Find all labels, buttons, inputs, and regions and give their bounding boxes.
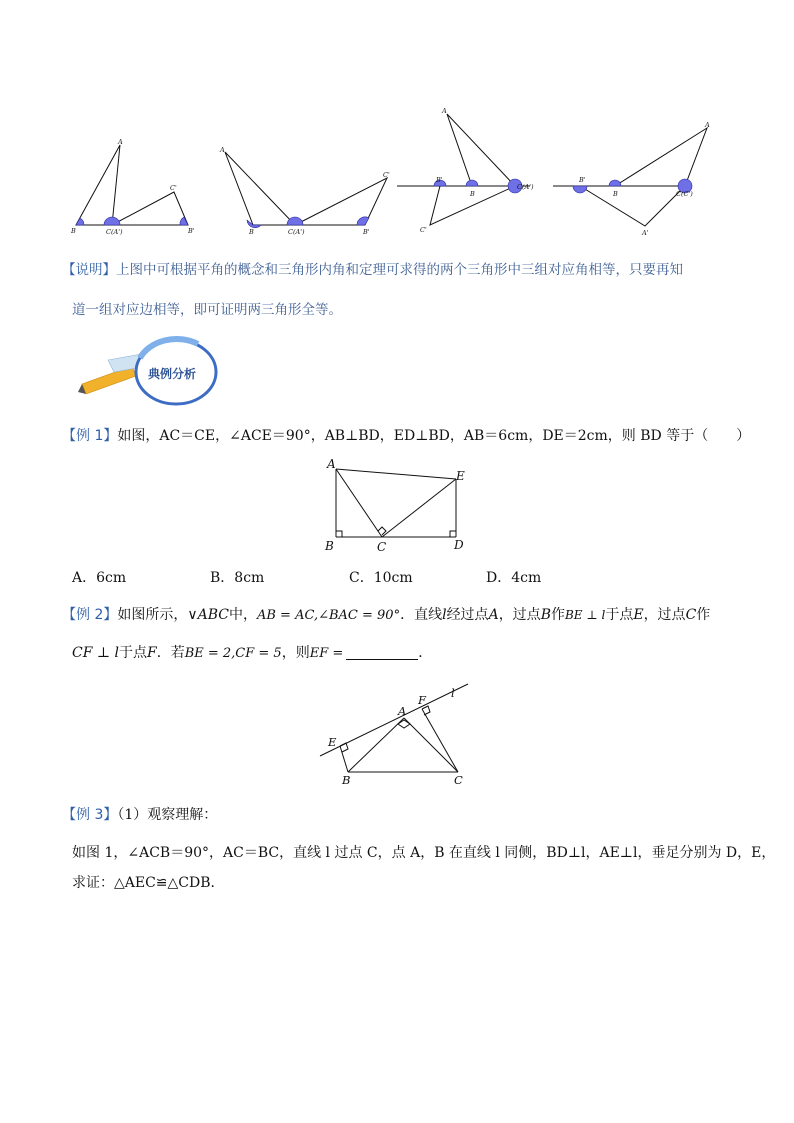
- fig3-label-cprime: C': [420, 226, 427, 234]
- ex2-math: EF =: [309, 646, 344, 661]
- ex2-label-c: C: [454, 773, 463, 787]
- ex2-text: 经过点: [446, 607, 489, 623]
- note-text-1: 上图中可根据平角的概念和三角形内角和定理可求得的两个三角形中三组对应角相等，只要再知: [116, 262, 683, 278]
- fig2-label-c: C(A'): [288, 228, 305, 236]
- fig2-triangle-abc: [225, 152, 295, 225]
- ex2-math: BE ⊥ l: [564, 608, 606, 622]
- fig1-angle-b: [76, 218, 84, 225]
- fig4-label-a: A: [705, 121, 710, 129]
- ex3-title: （1）观察理解：: [117, 807, 218, 823]
- fig4-triangle-aprime: [580, 186, 685, 226]
- ex1-label-e: E: [456, 469, 465, 483]
- fig2-label-a: A: [220, 146, 225, 154]
- ex2-text: ，则: [281, 645, 310, 661]
- ex2-text: 于点: [605, 607, 634, 623]
- ex1-label: 【例 1】: [62, 428, 118, 444]
- ex1-option-c[interactable]: C．10cm: [349, 570, 413, 586]
- example-badge: [78, 336, 220, 408]
- fig1-triangle-cprime: [112, 192, 188, 225]
- ex2-math: ∨ABC: [187, 607, 229, 623]
- ex1-figure: [318, 455, 478, 555]
- ex2-label-a: A: [398, 704, 407, 718]
- ex1-option-d[interactable]: D．4cm: [486, 570, 542, 586]
- fig4-angle-b: [609, 180, 621, 186]
- ex1-label-b: B: [325, 539, 334, 553]
- ex2-math: F: [146, 645, 157, 661]
- ex1-text: 如图，AC＝CE，∠ACE＝90°，AB⊥BD，ED⊥BD，AB＝6cm，DE＝2cm，则 BD 等于（ ）: [117, 428, 751, 444]
- fig1-label-cprime: C': [170, 184, 177, 192]
- ex2-text: 作: [550, 607, 565, 623]
- ex2-math: AB = AC,∠BAC = 90°: [256, 608, 401, 623]
- fig2-label-b: B: [249, 228, 254, 236]
- ex2-text: 中，: [228, 607, 257, 623]
- ex2-text: ，过点: [643, 607, 686, 623]
- ex2-label-b: B: [342, 773, 351, 787]
- ex1-option-a[interactable]: A．6cm: [72, 570, 127, 586]
- badge-text: 典例分析: [148, 367, 197, 381]
- ex2-math: C: [685, 607, 697, 623]
- ex2-label-e: E: [328, 735, 337, 749]
- fig3-label-a: A: [442, 107, 447, 115]
- ex2-line-1: [62, 605, 710, 626]
- ex2-label-l: l: [451, 686, 455, 700]
- ex2-math: B: [540, 607, 551, 623]
- ex2-label: 【例 2】: [62, 607, 118, 623]
- ex1-label-d: D: [454, 538, 464, 552]
- fig4-label-bprime: B': [579, 176, 586, 184]
- fig1-angle-c: [104, 217, 120, 225]
- fig4-label-b: B: [613, 190, 618, 198]
- ex2-text: ．若: [156, 645, 185, 661]
- ex1-question: [62, 426, 750, 446]
- ex2-math: E: [633, 607, 644, 623]
- ex1-label-a: A: [327, 457, 336, 471]
- fig3-triangle-abc: [447, 114, 515, 186]
- note-label: 【说明】: [62, 262, 116, 278]
- ex1-label-c: C: [377, 540, 387, 554]
- ex2-math: CF ⊥ l: [72, 645, 119, 661]
- fig1-label-a: A: [118, 138, 123, 146]
- fig3-label-b: B: [470, 190, 475, 198]
- ex2-math: BE = 2,CF = 5: [184, 646, 282, 661]
- ex2-answer-blank[interactable]: [346, 645, 418, 660]
- ex2-line-2: [72, 643, 432, 664]
- fig1-label-c: C(A'): [106, 228, 123, 236]
- ex2-math: l: [442, 607, 447, 623]
- fig2-angle-c: [287, 217, 303, 225]
- ex2-text: ．直线: [400, 607, 443, 623]
- ex2-text: ，过点: [498, 607, 541, 623]
- fig1-label-b: B: [71, 227, 76, 235]
- ex2-math: A: [488, 607, 499, 623]
- fig2-label-cprime: C': [383, 171, 390, 179]
- ex1-option-b[interactable]: B．8cm: [210, 570, 265, 586]
- ex2-figure: [318, 680, 478, 788]
- ex2-text: 于点: [118, 645, 147, 661]
- ex2-text: 作: [696, 607, 711, 623]
- fig1-triangle-abc: [76, 145, 120, 225]
- fig4-triangle-abc: [615, 128, 707, 186]
- fig3-label-bprime: B': [436, 176, 443, 184]
- fig2-label-bprime: B': [363, 228, 370, 236]
- fig2-triangle-cprime: [295, 178, 387, 225]
- fig4-label-aprime: A': [642, 229, 649, 237]
- ex3-line-2: 求证：△AEC≌△CDB．: [72, 875, 225, 891]
- ex3-line-1: 如图 1，∠ACB＝90°，AC＝BC，直线 l 过点 C，点 A，B 在直线 l 同侧，BD⊥l，AE⊥l，垂足分别为 D，E，: [72, 845, 776, 861]
- fig2-angle-b: [247, 220, 261, 228]
- ex2-label-f: F: [418, 693, 426, 707]
- ex3-label: 【例 3】: [62, 807, 118, 823]
- ex3-heading: [62, 805, 217, 825]
- fig3-angle-b: [466, 180, 478, 186]
- fig3-label-c: C(A'): [517, 183, 534, 191]
- fig4-label-c: C(C'): [676, 190, 693, 198]
- fig4-angle-bprime: [573, 186, 587, 193]
- note-line-2: 道一组对应边相等，即可证明两三角形全等。: [72, 302, 342, 318]
- top-figures: [60, 100, 740, 245]
- fig2-angle-bprime: [357, 217, 369, 225]
- note-line-1: [62, 258, 683, 278]
- ex2-text: 如图所示，: [117, 607, 188, 623]
- ex2-text: ．: [418, 645, 433, 661]
- fig1-label-bprime: B': [188, 227, 195, 235]
